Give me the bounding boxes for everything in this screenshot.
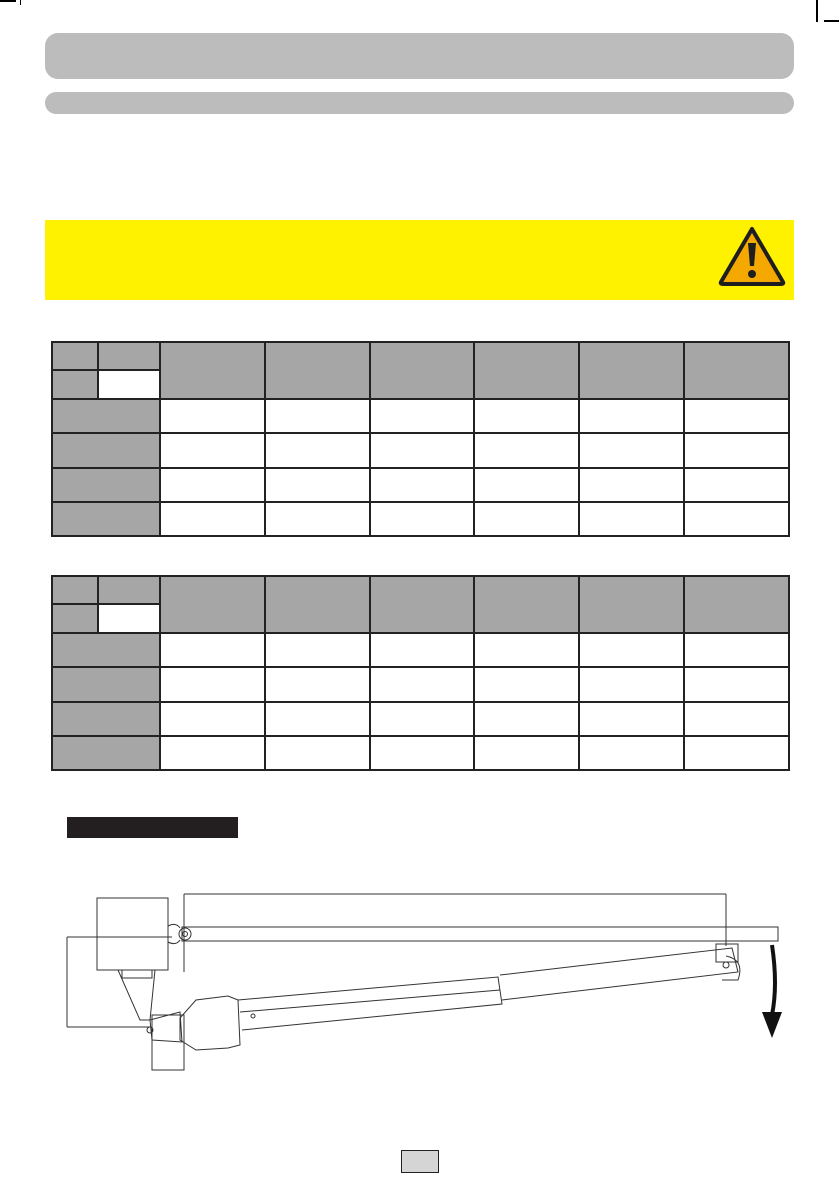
page-number-box — [401, 1150, 439, 1173]
row-label-cell — [52, 736, 160, 770]
spec-table-2 — [51, 575, 790, 771]
table-header-cell — [684, 342, 789, 399]
table-row — [52, 399, 789, 433]
row-label-cell — [52, 502, 160, 536]
table-row — [52, 736, 789, 770]
crop-mark-top-left-v — [20, 0, 21, 5]
table-header-cell — [98, 370, 160, 399]
section-label-bar — [67, 817, 238, 838]
table-header-cell — [684, 576, 789, 633]
row-label-cell — [52, 468, 160, 502]
motor-body — [180, 996, 240, 1050]
spec-table-1 — [51, 341, 790, 537]
crop-mark-top-right — [816, 0, 818, 22]
table-row — [52, 502, 789, 536]
table-row — [52, 633, 789, 667]
gate-opener-diagram — [60, 885, 790, 1075]
hinge — [179, 928, 191, 940]
table-header-cell — [474, 342, 579, 399]
chapter-title-bar — [45, 33, 794, 79]
table-header-cell — [98, 576, 160, 604]
table-header-cell — [474, 576, 579, 633]
table-row — [52, 468, 789, 502]
actuator-tube — [238, 977, 502, 1030]
table-header-cell — [98, 604, 160, 633]
post-base — [152, 1015, 184, 1070]
table-header-cell — [98, 342, 160, 370]
table-row — [52, 702, 789, 736]
table-header-cell — [52, 342, 98, 370]
table-header-cell — [579, 342, 684, 399]
table-row — [52, 667, 789, 701]
table-header-cell — [265, 576, 370, 633]
row-label-cell — [52, 399, 160, 433]
table-header-cell — [370, 342, 475, 399]
table-header-cell — [52, 370, 98, 399]
actuator-rod — [500, 948, 738, 1000]
row-label-cell — [52, 667, 160, 701]
row-label-cell — [52, 433, 160, 467]
crop-mark-top-right-h — [824, 20, 839, 22]
table-header-cell — [370, 576, 475, 633]
row-label-cell — [52, 702, 160, 736]
table-header-cell — [52, 604, 98, 633]
table-header-cell — [52, 576, 98, 604]
warning-box — [45, 220, 794, 300]
table-header-cell — [160, 576, 265, 633]
gate-leaf — [182, 927, 778, 941]
row-label-cell — [52, 633, 160, 667]
table-header-cell — [160, 342, 265, 399]
table-header-cell — [579, 576, 684, 633]
table-row — [52, 433, 789, 467]
warning-triangle-icon — [718, 226, 786, 286]
table-header-cell — [265, 342, 370, 399]
wall-post — [97, 898, 168, 970]
down-arrow-icon — [772, 945, 775, 1015]
section-title-bar — [45, 92, 794, 114]
crop-mark-top-left — [0, 0, 16, 2]
